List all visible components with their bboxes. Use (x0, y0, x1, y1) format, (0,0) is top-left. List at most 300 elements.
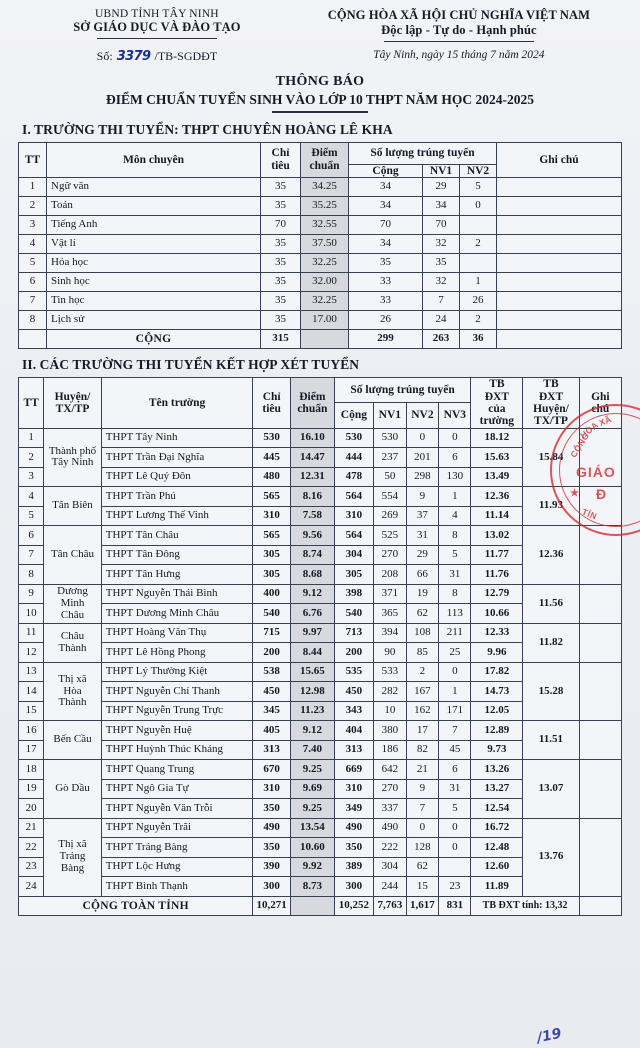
cell-quota: 565 (253, 487, 291, 507)
grand-total-label: CỘNG TOÀN TỈNH (19, 896, 253, 916)
table-row (19, 273, 622, 292)
cell-total: 313 (334, 740, 373, 760)
cell-cutoff: 15.65 (291, 662, 335, 682)
cell-cutoff: 37.50 (301, 235, 349, 254)
th-cutoff-line1: Điểm (311, 147, 338, 160)
cell-cutoff: 32.00 (301, 273, 349, 292)
section-2-heading: II. CÁC TRƯỜNG THI TUYỂN KẾT HỢP XÉT TUYỂN (22, 357, 360, 373)
cell-cutoff: 35.25 (301, 197, 349, 216)
th-nv2: NV2 (460, 164, 497, 177)
cell-total: 450 (334, 682, 373, 702)
cell-note (497, 178, 622, 197)
cell-school: THPT Lương Thế Vinh (101, 506, 253, 526)
total-label: CỘNG (47, 330, 261, 349)
cell-note (579, 487, 621, 526)
document-number-prefix: Số: (96, 49, 113, 64)
cell-nv1: 270 (374, 545, 407, 565)
cell-nv1: 222 (374, 838, 407, 858)
cell-nv2: 29 (406, 545, 439, 565)
table-row (19, 487, 622, 507)
table-row (19, 818, 622, 838)
cell-quota: 70 (261, 216, 301, 235)
cell-nv1: 29 (423, 178, 460, 197)
section-1-heading: I. TRƯỜNG THI TUYỂN: THPT CHUYÊN HOÀNG LÊ KHA (22, 121, 393, 137)
cell-nv3: 4 (439, 506, 471, 526)
cell-school: THPT Ngô Gia Tự (101, 779, 253, 799)
cell-total: 444 (334, 448, 373, 468)
cell-tt: 15 (19, 701, 44, 721)
cell-tb-district: 11.51 (523, 721, 579, 760)
cell-cutoff: 32.25 (301, 254, 349, 273)
th2-tb-school-line2: ĐXT (484, 390, 509, 403)
th2-cutoff (291, 378, 335, 429)
combined-admission-table (18, 377, 622, 916)
cell-quota: 405 (253, 721, 291, 741)
cell-quota: 310 (253, 779, 291, 799)
cell-subject: Tin học (47, 292, 261, 311)
cell-subject: Hóa học (47, 254, 261, 273)
cell-tt: 18 (19, 760, 44, 780)
cell-tb-district: 15.84 (523, 428, 579, 487)
cell-nv1: 186 (374, 740, 407, 760)
cell-tb-school: 17.82 (471, 662, 523, 682)
cell-tb-district: 11.93 (523, 487, 579, 526)
district-line: Tân Biên (52, 499, 93, 512)
cell-school: THPT Nguyễn Chí Thanh (101, 682, 253, 702)
cell-quota: 350 (253, 799, 291, 819)
cell-nv3: 23 (439, 877, 471, 897)
document-number-handwritten: 3379 (116, 49, 151, 65)
cell-total: 34 (349, 235, 423, 254)
cell-quota: 715 (253, 623, 291, 643)
cell-nv2: 167 (406, 682, 439, 702)
cell-cutoff: 16.10 (291, 428, 335, 448)
cell-nv3: 45 (439, 740, 471, 760)
issuing-department: SỞ GIÁO DỤC VÀ ĐÀO TẠO (73, 20, 241, 34)
cell-tt: 12 (19, 643, 44, 663)
th2-tb-district (523, 378, 579, 429)
cell-tt: 7 (19, 292, 47, 311)
district-line: Bến Cầu (53, 733, 92, 746)
cell-school: THPT Trảng Bàng (101, 838, 253, 858)
district-line: Dương (57, 584, 88, 597)
cell-nv1: 490 (374, 818, 407, 838)
cell-tb-school: 12.60 (471, 857, 523, 877)
cell-tt: 3 (19, 467, 44, 487)
cell-quota: 540 (253, 604, 291, 624)
cell-nv1: 32 (423, 273, 460, 292)
th2-tb-school-line4: trường (479, 415, 515, 428)
cell-note (497, 235, 622, 254)
specialized-subjects-table (18, 142, 622, 349)
cell-nv1: 533 (374, 662, 407, 682)
cell-nv3: 31 (439, 565, 471, 585)
cell-total: 564 (334, 526, 373, 546)
table-1-header-row-1 (19, 142, 622, 164)
cell-note (579, 818, 621, 896)
cell-total: 26 (349, 311, 423, 330)
cell-nv2: 5 (460, 178, 497, 197)
cell-nv3: 1 (439, 487, 471, 507)
cell-total: 34 (349, 197, 423, 216)
cell-nv2: 37 (406, 506, 439, 526)
cell-district (44, 818, 102, 896)
cell-tb-school: 9.73 (471, 740, 523, 760)
cell-cutoff: 32.25 (301, 292, 349, 311)
cell-nv2: 0 (406, 428, 439, 448)
table-row (19, 526, 622, 546)
cell-tb-district: 11.56 (523, 584, 579, 623)
table-2-header-row-1 (19, 378, 622, 403)
cell-quota: 313 (253, 740, 291, 760)
cell-nv2: 15 (406, 877, 439, 897)
cell-nv3: 6 (439, 760, 471, 780)
cell-nv2: 31 (406, 526, 439, 546)
th-nv1: NV1 (423, 164, 460, 177)
th2-quota (253, 378, 291, 429)
cell-tb-school: 12.33 (471, 623, 523, 643)
cell-tt: 2 (19, 197, 47, 216)
cell-tb-school: 12.79 (471, 584, 523, 604)
cell-note (497, 216, 622, 235)
cell-cutoff: 11.23 (291, 701, 335, 721)
cell-tb-school: 11.76 (471, 565, 523, 585)
th2-admitted-group: Số lượng trúng tuyển (334, 378, 471, 403)
th2-quota-line2: tiêu (262, 402, 281, 415)
cell-cutoff: 6.76 (291, 604, 335, 624)
cell-nv2: 2 (460, 235, 497, 254)
cell-nv3: 0 (439, 818, 471, 838)
cell-nv1: 269 (374, 506, 407, 526)
cell-school: THPT Nguyễn Văn Trỗi (101, 799, 253, 819)
cell-nv1: 32 (423, 235, 460, 254)
cell-total: 34 (349, 178, 423, 197)
cell-tb-school: 11.14 (471, 506, 523, 526)
cell-subject: Toán (47, 197, 261, 216)
district-line: Tây Ninh (51, 456, 94, 469)
cell-total: 33 (349, 292, 423, 311)
title-rule (272, 111, 368, 112)
cell-quota: 670 (253, 760, 291, 780)
table-2-body (19, 428, 622, 916)
cell-nv2: 0 (406, 818, 439, 838)
cell-cutoff: 9.97 (291, 623, 335, 643)
cell-nv3: 8 (439, 584, 471, 604)
cell-cutoff: 9.25 (291, 760, 335, 780)
cell-tt: 4 (19, 487, 44, 507)
cell-tt: 10 (19, 604, 44, 624)
cell-tb-district: 13.07 (523, 760, 579, 819)
cell-nv3: 25 (439, 643, 471, 663)
cell-tt: 4 (19, 235, 47, 254)
th-quota-line1: Chỉ (271, 147, 290, 160)
cell-district (44, 487, 102, 526)
cell-tt: 11 (19, 623, 44, 643)
cell-nv1: 642 (374, 760, 407, 780)
cell-tb-district: 11.82 (523, 623, 579, 662)
district-line: Minh (60, 596, 85, 609)
cell-total: 389 (334, 857, 373, 877)
cell-total: 404 (334, 721, 373, 741)
total-admitted: 299 (349, 330, 423, 349)
cell-nv1: 394 (374, 623, 407, 643)
cell-tt: 8 (19, 565, 44, 585)
cell-total: 478 (334, 467, 373, 487)
cell-total: 200 (334, 643, 373, 663)
cell-nv3: 211 (439, 623, 471, 643)
district-line: Thị xã (58, 838, 87, 851)
th2-tt: TT (19, 378, 44, 429)
cell-nv2: 66 (406, 565, 439, 585)
cell-quota: 305 (253, 565, 291, 585)
district-line: Trảng (59, 850, 86, 863)
cell-tb-school: 12.89 (471, 721, 523, 741)
cell-quota: 450 (253, 682, 291, 702)
cell-tt: 1 (19, 178, 47, 197)
th2-tb-school-line3: của (488, 402, 506, 415)
cell-quota: 35 (261, 197, 301, 216)
cell-tb-school: 16.72 (471, 818, 523, 838)
district-line: Hòa (63, 684, 82, 697)
th2-tb-district-line3: Huyện/ (533, 402, 569, 415)
th2-total: Cộng (334, 403, 373, 428)
cell-school: THPT Nguyễn Trung Trực (101, 701, 253, 721)
cell-school: THPT Tân Hưng (101, 565, 253, 585)
table-row (19, 623, 622, 643)
cell-nv1: 208 (374, 565, 407, 585)
district-line: Châu (60, 608, 85, 621)
cell-school: THPT Nguyễn Trãi (101, 818, 253, 838)
seal-letter-d: Đ (596, 486, 607, 502)
cell-quota: 35 (261, 235, 301, 254)
cell-cutoff: 9.56 (291, 526, 335, 546)
cell-total: 713 (334, 623, 373, 643)
district-line: Tân Châu (50, 548, 95, 561)
cell-note (497, 292, 622, 311)
cell-nv2: 298 (406, 467, 439, 487)
cell-nv2: 128 (406, 838, 439, 858)
document-number-line (18, 49, 296, 64)
th2-cutoff-line2: chuẩn (297, 402, 328, 415)
signature-mark: /19 (535, 1025, 564, 1047)
cell-nv3: 0 (439, 428, 471, 448)
table-row (19, 428, 622, 448)
cell-nv1: 34 (423, 197, 460, 216)
place-and-date: Tây Ninh, ngày 15 tháng 7 năm 2024 (373, 49, 545, 62)
table-2-head (19, 378, 622, 429)
table-row (19, 584, 622, 604)
cell-cutoff: 14.47 (291, 448, 335, 468)
cell-school: THPT Nguyễn Huệ (101, 721, 253, 741)
cell-school: THPT Huỳnh Thúc Kháng (101, 740, 253, 760)
th-subject: Môn chuyên (47, 142, 261, 177)
cell-note (579, 428, 621, 487)
cell-cutoff: 10.60 (291, 838, 335, 858)
cell-nv1: 35 (423, 254, 460, 273)
th-cutoff (301, 142, 349, 177)
th-quota-line2: tiêu (271, 159, 290, 172)
national-motto: Độc lập - Tự do - Hạnh phúc (381, 23, 537, 37)
cell-note (579, 662, 621, 721)
cell-district (44, 526, 102, 585)
cell-tb-district: 13.76 (523, 818, 579, 896)
cell-cutoff: 9.69 (291, 779, 335, 799)
cell-total: 33 (349, 273, 423, 292)
cell-nv2: 0 (460, 197, 497, 216)
cell-quota: 35 (261, 311, 301, 330)
total-cutoff (301, 330, 349, 349)
th-cutoff-line2: chuẩn (309, 159, 340, 172)
cell-nv3: 0 (439, 838, 471, 858)
cell-note (579, 526, 621, 585)
cell-cutoff: 34.25 (301, 178, 349, 197)
cell-note (497, 311, 622, 330)
cell-total: 564 (334, 487, 373, 507)
cell-school: THPT Tân Châu (101, 526, 253, 546)
cell-nv2: 26 (460, 292, 497, 311)
cell-tt (19, 330, 47, 349)
total-nv1: 263 (423, 330, 460, 349)
cell-cutoff: 9.12 (291, 584, 335, 604)
cell-nv2: 62 (406, 604, 439, 624)
cell-nv1: 70 (423, 216, 460, 235)
cell-nv2: 9 (406, 487, 439, 507)
cell-nv1: 7 (423, 292, 460, 311)
grand-total-nv2: 1,617 (406, 896, 439, 916)
cell-school: THPT Tây Ninh (101, 428, 253, 448)
cell-quota: 400 (253, 584, 291, 604)
cell-quota: 480 (253, 467, 291, 487)
cell-tb-school: 12.05 (471, 701, 523, 721)
cell-nv2: 201 (406, 448, 439, 468)
cell-school: THPT Trần Đại Nghĩa (101, 448, 253, 468)
cell-total: 305 (334, 565, 373, 585)
th2-tb-school (471, 378, 523, 429)
table-1-body (19, 178, 622, 349)
cell-total: 310 (334, 779, 373, 799)
cell-nv1: 24 (423, 311, 460, 330)
cell-total: 350 (334, 838, 373, 858)
cell-cutoff: 9.25 (291, 799, 335, 819)
cell-school: THPT Dương Minh Châu (101, 604, 253, 624)
cell-tb-school: 10.66 (471, 604, 523, 624)
cell-nv2: 19 (406, 584, 439, 604)
total-nv2: 36 (460, 330, 497, 349)
cell-cutoff: 8.73 (291, 877, 335, 897)
cell-quota: 490 (253, 818, 291, 838)
th2-tb-district-line1: TB (543, 378, 559, 391)
cell-total: 535 (334, 662, 373, 682)
cell-nv1: 90 (374, 643, 407, 663)
th2-nv2: NV2 (406, 403, 439, 428)
th2-nv1: NV1 (374, 403, 407, 428)
cell-quota: 310 (253, 506, 291, 526)
cell-note (579, 760, 621, 819)
th-admitted-group: Số lượng trúng tuyển (349, 142, 497, 164)
cell-nv3: 130 (439, 467, 471, 487)
cell-subject: Tiếng Anh (47, 216, 261, 235)
cell-tt: 21 (19, 818, 44, 838)
cell-school: THPT Trần Phú (101, 487, 253, 507)
cell-total: 349 (334, 799, 373, 819)
grand-total-note (579, 896, 621, 916)
district-line: Gò Dầu (55, 782, 90, 795)
cell-quota: 200 (253, 643, 291, 663)
district-line: Thành (58, 696, 87, 709)
seal-center-text: GIÁO (576, 464, 616, 480)
cell-tb-district: 15.28 (523, 662, 579, 721)
cell-tb-school: 15.63 (471, 448, 523, 468)
total-note (497, 330, 622, 349)
issuing-province: UBND TỈNH TÂY NINH (95, 8, 219, 20)
cell-tt: 16 (19, 721, 44, 741)
table-row (19, 721, 622, 741)
cell-cutoff: 8.74 (291, 545, 335, 565)
cell-nv2 (460, 254, 497, 273)
table-row (19, 197, 622, 216)
table-row (19, 292, 622, 311)
grand-total-quota: 10,271 (253, 896, 291, 916)
cell-tt: 6 (19, 273, 47, 292)
cell-quota: 300 (253, 877, 291, 897)
cell-school: THPT Lộc Hưng (101, 857, 253, 877)
cell-note (579, 623, 621, 662)
grand-total-admitted: 10,252 (334, 896, 373, 916)
cell-district (44, 662, 102, 721)
cell-total: 300 (334, 877, 373, 897)
cell-nv2: 9 (406, 779, 439, 799)
table-total-row (19, 330, 622, 349)
cell-nv1: 237 (374, 448, 407, 468)
cell-nv3: 5 (439, 545, 471, 565)
document-number-suffix: /TB-SGDĐT (154, 49, 218, 64)
cell-quota: 390 (253, 857, 291, 877)
cell-nv3: 0 (439, 662, 471, 682)
letterhead-left-rule (97, 38, 217, 39)
cell-tb-school: 13.27 (471, 779, 523, 799)
cell-cutoff: 7.40 (291, 740, 335, 760)
district-line: Thành phố (48, 444, 97, 457)
cell-nv2: 1 (460, 273, 497, 292)
cell-nv3: 31 (439, 779, 471, 799)
th2-tb-district-line2: ĐXT (538, 390, 564, 403)
cell-nv1: 554 (374, 487, 407, 507)
grand-total-cutoff (291, 896, 335, 916)
district-line: Thị xã (58, 672, 87, 685)
cell-nv1: 530 (374, 428, 407, 448)
grand-total-nv1: 7,763 (374, 896, 407, 916)
cell-note (497, 273, 622, 292)
seal-bottom-text: TỈN (580, 506, 599, 522)
cell-tb-school: 12.48 (471, 838, 523, 858)
cell-note (579, 584, 621, 623)
th2-school: Tên trường (101, 378, 253, 429)
cell-district (44, 760, 102, 819)
cell-nv1: 337 (374, 799, 407, 819)
document-subline (18, 49, 622, 64)
cell-district (44, 623, 102, 662)
cell-tb-school: 12.54 (471, 799, 523, 819)
total-quota: 315 (261, 330, 301, 349)
cell-nv2: 21 (406, 760, 439, 780)
letterhead-right-rule (384, 41, 534, 42)
cell-nv1: 365 (374, 604, 407, 624)
cell-subject: Ngữ văn (47, 178, 261, 197)
cell-nv3: 1 (439, 682, 471, 702)
cell-cutoff: 13.54 (291, 818, 335, 838)
letterhead (18, 6, 622, 42)
cell-total: 70 (349, 216, 423, 235)
